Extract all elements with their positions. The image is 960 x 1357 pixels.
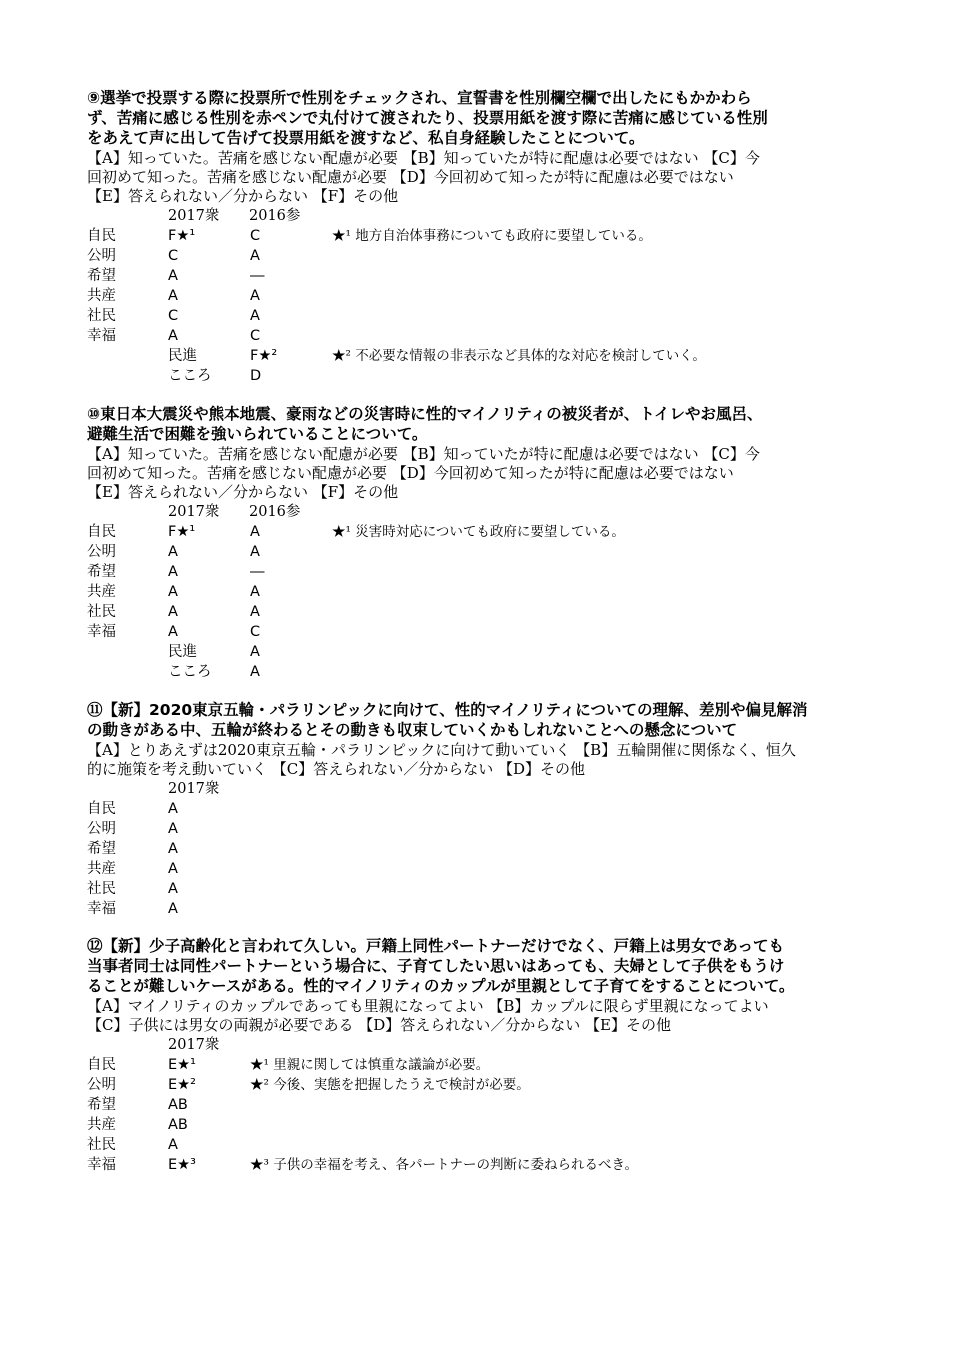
party-name: 共産 — [87, 584, 116, 600]
answer-2017: A — [168, 861, 178, 877]
answer-2016: ― — [250, 268, 265, 284]
table-row — [87, 622, 827, 642]
option-line: 【A】知っていた。苦痛を感じない配慮が必要 【B】知っていたが特に配慮は必要ではない 【C】今 — [87, 149, 760, 167]
party-name: 共産 — [87, 861, 116, 877]
party-name: 幸福 — [87, 328, 116, 344]
title-line: ⑨選挙で投票する際に投票所で性別をチェックされ、宣誓書を性別欄空欄で出したにもかかわら — [87, 89, 752, 107]
question-title — [87, 88, 827, 148]
footnote: ★¹ 災害時対応についても政府に要望している。 — [332, 524, 625, 540]
footnote: ★¹ 里親に関しては慎重な議論が必要。 — [250, 1057, 490, 1073]
title-line: の動きがある中、五輪が終わるとその動きも収束していくかもしれないことへの懸念について — [87, 721, 738, 739]
table-row — [87, 642, 827, 662]
answer-2017: C — [168, 248, 179, 264]
answer-2016: A — [250, 288, 260, 304]
party-name: 希望 — [87, 268, 116, 284]
table-row — [87, 582, 827, 602]
answer-2016: C — [250, 624, 261, 640]
party-name: 民進 — [168, 348, 197, 364]
party-name: 希望 — [87, 841, 116, 857]
option-line: 【C】子供には男女の両親が必要である 【D】答えられない／分からない 【E】その他 — [87, 1016, 671, 1034]
answer-table — [87, 779, 827, 919]
option-line: 【E】答えられない／分からない 【F】その他 — [87, 187, 399, 205]
answer-2017: A — [168, 288, 178, 304]
answer-2016: A — [250, 308, 260, 324]
party-name: 民進 — [168, 644, 197, 660]
party-name: こころ — [168, 664, 212, 680]
table-row — [87, 899, 827, 919]
table-row — [87, 246, 827, 266]
answer-2016: A — [250, 604, 260, 620]
party-name: 幸福 — [87, 624, 116, 640]
table-row — [87, 1095, 827, 1115]
option-line: 回初めて知った。苦痛を感じない配慮が必要 【D】今回初めて知ったが特に配慮は必要ではない — [87, 168, 734, 186]
column-header: 2017衆 — [168, 504, 220, 520]
answer-2017: A — [168, 564, 178, 580]
table-row — [87, 326, 827, 346]
question-title — [87, 700, 827, 740]
answer-2016: C — [250, 328, 261, 344]
answer-2017: E★² — [168, 1077, 196, 1093]
table-row — [87, 1135, 827, 1155]
party-name: 共産 — [87, 288, 116, 304]
option-line: 【A】知っていた。苦痛を感じない配慮が必要 【B】知っていたが特に配慮は必要ではない 【C】今 — [87, 445, 760, 463]
table-row — [87, 1075, 827, 1095]
table-row — [87, 839, 827, 859]
answer-2016: A — [250, 544, 260, 560]
footnote: ★³ 子供の幸福を考え、各パートナーの判断に委ねられるべき。 — [250, 1157, 638, 1173]
answer-options — [87, 997, 827, 1035]
answer-2017: F★¹ — [168, 228, 196, 244]
answer-2016: D — [250, 368, 262, 384]
party-name: 社民 — [87, 308, 116, 324]
question-title — [87, 404, 827, 444]
question-title — [87, 936, 827, 996]
party-name: 自民 — [87, 228, 116, 244]
answer-2017: A — [168, 801, 178, 817]
title-line: ⑪【新】2020東京五輪・パラリンピックに向けて、性的マイノリティについての理解、差別や偏見解消 — [87, 701, 808, 719]
title-line: ⑫【新】少子高齢化と言われて久しい。戸籍上同性パートナーだけでなく、戸籍上は男女であっても — [87, 937, 785, 955]
answer-2017: A — [168, 624, 178, 640]
column-header: 2017衆 — [168, 1037, 220, 1053]
party-name: 希望 — [87, 1097, 116, 1113]
answer-2017: A — [168, 821, 178, 837]
table-row — [87, 306, 827, 326]
option-line: 回初めて知った。苦痛を感じない配慮が必要 【D】今回初めて知ったが特に配慮は必要ではない — [87, 464, 734, 482]
answer-2016: A — [250, 584, 260, 600]
table-row — [87, 542, 827, 562]
party-name: こころ — [168, 368, 212, 384]
option-line: 的に施策を考え動いていく 【C】答えられない／分からない 【D】その他 — [87, 760, 586, 778]
party-name: 幸福 — [87, 1157, 116, 1173]
party-name: 公明 — [87, 248, 116, 264]
option-line: 【A】とりあえずは2020東京五輪・パラリンピックに向けて動いていく 【B】五輪開催に関係なく、恒久 — [87, 741, 796, 759]
answer-options — [87, 445, 827, 502]
question-11 — [87, 700, 827, 919]
answer-2017: A — [168, 881, 178, 897]
title-line: ず、苦痛に感じる性別を赤ペンで丸付けて渡されたり、投票用紙を渡す際に苦痛に感じている性別 — [87, 109, 768, 127]
party-name: 社民 — [87, 604, 116, 620]
party-name: 公明 — [87, 821, 116, 837]
party-name: 社民 — [87, 1137, 116, 1153]
answer-2016: F★² — [250, 348, 278, 364]
title-line: 当事者同士は同性パートナーという場合に、子育てしたい思いはあっても、夫婦として子供をもうけ — [87, 957, 785, 975]
answer-2017: A — [168, 584, 178, 600]
column-header: 2017衆 — [168, 208, 220, 224]
footnote: ★² 不必要な情報の非表示など具体的な対応を検討していく。 — [332, 348, 706, 364]
option-line: 【E】答えられない／分からない 【F】その他 — [87, 483, 399, 501]
table-row — [87, 266, 827, 286]
party-name: 自民 — [87, 524, 116, 540]
table-row — [87, 602, 827, 622]
title-line: をあえて声に出して告げて投票用紙を渡すなど、私自身経験したことについて。 — [87, 129, 645, 147]
column-header: 2016参 — [249, 504, 301, 520]
party-name: 社民 — [87, 881, 116, 897]
answer-2016: A — [250, 524, 260, 540]
answer-2017: A — [168, 268, 178, 284]
party-name: 自民 — [87, 801, 116, 817]
table-header — [87, 1035, 827, 1055]
answer-table — [87, 1035, 827, 1175]
footnote: ★¹ 地方自治体事務についても政府に要望している。 — [332, 228, 652, 244]
answer-2017: AB — [168, 1117, 188, 1133]
answer-2017: E★¹ — [168, 1057, 196, 1073]
answer-2017: A — [168, 841, 178, 857]
table-row — [87, 1115, 827, 1135]
answer-2017: AB — [168, 1097, 188, 1113]
question-12 — [87, 936, 827, 1175]
answer-2017: A — [168, 328, 178, 344]
table-row — [87, 799, 827, 819]
answer-options — [87, 741, 827, 779]
party-name: 公明 — [87, 544, 116, 560]
party-name: 公明 — [87, 1077, 116, 1093]
table-row — [87, 562, 827, 582]
table-header — [87, 779, 827, 799]
answer-2017: A — [168, 604, 178, 620]
answer-2017: E★³ — [168, 1157, 196, 1173]
table-row — [87, 879, 827, 899]
footnote: ★² 今後、実態を把握したうえで検討が必要。 — [250, 1077, 530, 1093]
table-row — [87, 859, 827, 879]
table-header — [87, 502, 827, 522]
party-name: 希望 — [87, 564, 116, 580]
party-name: 幸福 — [87, 901, 116, 917]
answer-table — [87, 502, 827, 682]
answer-table — [87, 206, 827, 386]
table-row — [87, 1155, 827, 1175]
table-row — [87, 662, 827, 682]
table-header — [87, 206, 827, 226]
answer-2017: A — [168, 1137, 178, 1153]
answer-2016: A — [250, 248, 260, 264]
title-line: ることが難しいケースがある。性的マイノリティのカップルが里親として子育てをすることについて。 — [87, 977, 795, 995]
table-row — [87, 366, 827, 386]
answer-2016: ― — [250, 564, 265, 580]
option-line: 【A】マイノリティのカップルであっても里親になってよい 【B】カップルに限らず里親になってよい — [87, 997, 769, 1015]
answer-2016: C — [250, 228, 261, 244]
answer-2017: A — [168, 901, 178, 917]
title-line: ⑩東日本大震災や熊本地震、豪雨などの災害時に性的マイノリティの被災者が、トイレやお風呂、 — [87, 405, 763, 423]
question-10 — [87, 404, 827, 682]
answer-2017: F★¹ — [168, 524, 196, 540]
column-header: 2016参 — [249, 208, 301, 224]
answer-2016: A — [250, 664, 260, 680]
table-row — [87, 286, 827, 306]
question-9 — [87, 88, 827, 386]
table-row — [87, 522, 827, 542]
table-row — [87, 346, 827, 366]
party-name: 共産 — [87, 1117, 116, 1133]
column-header: 2017衆 — [168, 781, 220, 797]
answer-2017: C — [168, 308, 179, 324]
title-line: 避難生活で困難を強いられていることについて。 — [87, 425, 428, 443]
answer-2017: A — [168, 544, 178, 560]
table-row — [87, 1055, 827, 1075]
party-name: 自民 — [87, 1057, 116, 1073]
answer-2016: A — [250, 644, 260, 660]
answer-options — [87, 149, 827, 206]
table-row — [87, 226, 827, 246]
table-row — [87, 819, 827, 839]
